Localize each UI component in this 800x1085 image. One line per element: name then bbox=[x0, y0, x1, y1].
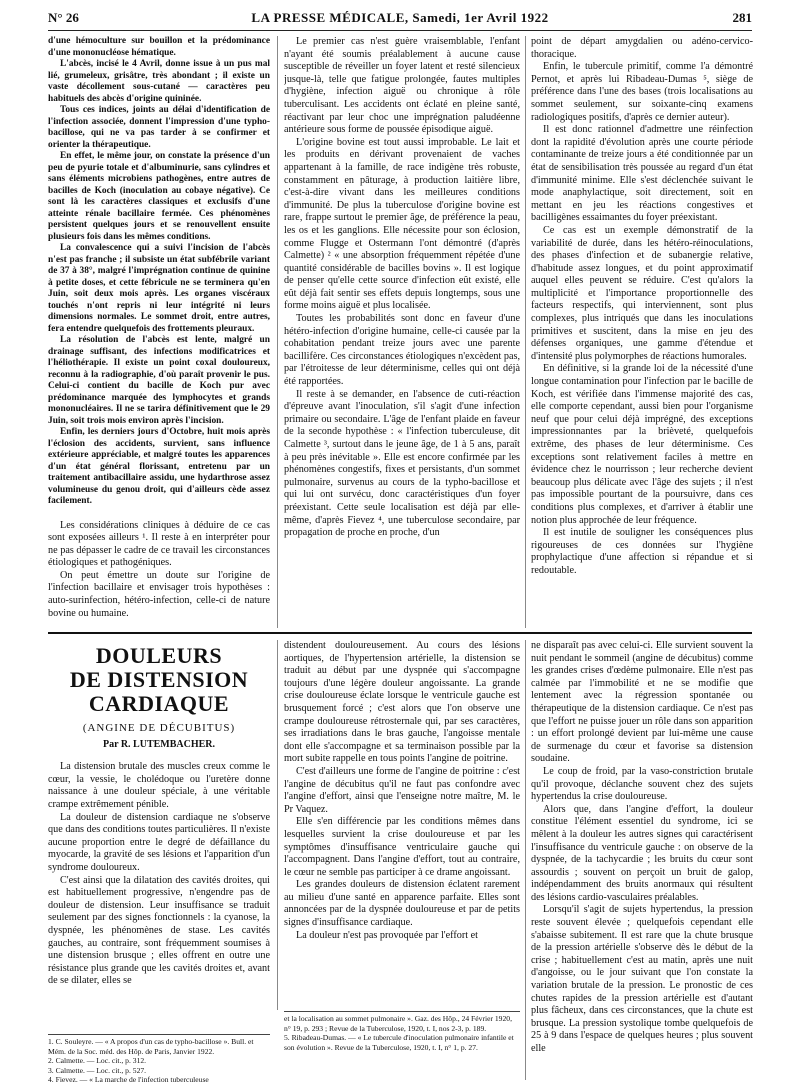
paragraph: La douleur n'est pas provoquée par l'effort et bbox=[296, 929, 478, 941]
paragraph: C'est ainsi que la dilatation des cavités droites, qui est habituellement progressive, n'engendre pas de douleur de distension. Leur insuffisance se traduit seulement par des signes fonctionnels : la cyanose, la dyspnée, les phénomènes de stase. Les cavités gauches, au contraire, sont fréquemment soumises à une distension brusque ; elles offrent en outre une résistance plus grande que les cavités droites et, avant de se dilater, elles se bbox=[48, 874, 270, 987]
footnote: 3. Calmette. — Loc. cit., p. 527. bbox=[48, 1065, 147, 1075]
column-divider bbox=[525, 640, 526, 1080]
paragraph: Les grandes douleurs de distension éclatent rarement au milieu d'une santé en apparence parfaite. Elles sont annoncées par de la dyspnée douloureuse et par de petits signes d'insuffisance cardiaque. bbox=[284, 879, 520, 929]
issue-number: N° 26 bbox=[48, 10, 79, 25]
footnote: 2. Calmette. — Loc. cit., p. 312. bbox=[48, 1056, 147, 1066]
top-column-3 bbox=[531, 36, 753, 630]
paragraph: Il est donc rationnel d'admettre une réinfection dont la rapidité d'évolution après une courte période contaminante de treize jours a été conditionnée par un état de sensibilisation très poussée au regard d'un état d'immunité minime. Elle s'est déclenchée suivant le mode anaphylactique, soit directement, soit en mettant en jeu les réactions congestives et bacilligènes essaimantes du foyer préexistant. bbox=[531, 124, 753, 224]
article-title-line-1: DOULEURS bbox=[95, 643, 223, 668]
bottom-column-2 bbox=[284, 640, 520, 1008]
column-divider bbox=[277, 36, 278, 628]
footnote: 5. Ribadeau-Dumas. — « Le tubercule d'inoculation pulmonaire infantile et son évolution ». Revue de la Tuberculose, 1920, t. I, n° 1, p. 27. bbox=[284, 1033, 514, 1052]
paragraph: d'une hémoculture sur bouillon et la prédominance d'une mononucléose hématique. bbox=[48, 36, 270, 58]
paragraph: Alors que, dans l'angine d'effort, la douleur constitue l'élément essentiel du syndrome, ici se mêlent à la douleur les autres signes qui caractérisent l'insuffisance du ventricule gauche : on observe de la dyspnée, de la tachycardie ; les bruits du cœur sont assourdis ; souvent on perçoit un bruit de galop, indépendamment des bruits anormaux qui résultent des lésions cardio-vasculaires préalables. bbox=[531, 803, 753, 903]
footnotes-column-2 bbox=[284, 1014, 520, 1052]
paragraph: Le coup de froid, par la vaso-constriction brutale qu'il provoque, déclanche souvent chez des sujets hypertendus la crise douloureuse. bbox=[531, 765, 753, 803]
footnote: 1. C. Souleyre. — « A propos d'un cas de typho-bacillose ». Bull. et Mém. de la Soc. méd. des Hôp. de Paris, Janvier 1922. bbox=[48, 1037, 254, 1056]
footnotes-column-1 bbox=[48, 1037, 270, 1085]
section-divider bbox=[48, 632, 752, 634]
paragraph: Toutes les probabilités sont donc en faveur d'une hétéro-infection d'origine humaine, celle-ci causée par la cohabitation pendant treize jours avec une parente bacillifère. Ces circonstances étiologiques n'excèdent pas, par l'étroitesse de leur déterminisme, celles qui ont déjà été rapportées. bbox=[284, 313, 520, 388]
article-author: Par R. LUTEMBACHER. bbox=[102, 738, 216, 750]
paragraph: Lorsqu'il s'agit de sujets hypertendus, la pression reste souvent élevée ; quelquefois cependant elle s'abaisse subitement. Il est rare que la chute brusque de la pression artérielle s'observe dès le début de la crise ; habituellement c'est au matin, après une nuit d'angoisse, ou le jour suivant que l'on constate la variation brutale de la pression. Le pronostic de ces chutes rapides de la pression artérielle est d'autant plus fâcheux, dans ces circonstances, que la chute est brusque. La pression systolique tombe quelquefois de 25 à 9 dans l'espace de quelques heures ; plus souvent elle bbox=[531, 904, 753, 1054]
paragraph: La résolution de l'abcès est lente, malgré un drainage suffisant, des infections modificatrices et l'héliothérapie. Il existe un point coxal douloureux, reconnu à la radiographie, d'où paraît provenir le pus. Celui-ci contient du bacille de Koch pur avec prédominance marquée des lymphocytes et grands mononucléaires. Il ne se tarira définitivement que le 29 Juin, soit trois mois environ après l'incision. bbox=[48, 335, 270, 426]
paragraph: ne disparaît pas avec celui-ci. Elle survient souvent la nuit pendant le sommeil (angine de décubitus) comme les grandes crises d'œdème pulmonaire. Elle n'est pas calmée par l'immobilité et ne se modifie que lentement avec la régression spontanée ou thérapeutique de la distension cardiaque. Ce n'est pas que l'effort ne puisse jouer un rôle dans son apparition : un effort prolongé devient par lui-même une cause de surmenage du cœur et favorise sa distension soudaine. bbox=[531, 640, 753, 765]
paragraph: distendent douloureusement. Au cours des lésions aortiques, de l'hypertension artérielle, la distension se traduit au début par une dyspnée qui s'accompagne toujours d'une légère douleur angoissante. La grande crise douloureuse éclate lorsque le ventricule gauche est brusquement forcé ; c'est alors que l'on observe une crampe douloureuse rétrosternale qui, par ses caractères, ses irradiations dans le bras gauche, l'angoisse mentale dont elle s'accompagne et sa terminaison possible par la mort subite rappelle en tous points l'angine de poitrine. bbox=[284, 640, 520, 765]
paragraph: point de départ amygdalien ou adéno-cervico-thoracique. bbox=[531, 36, 753, 60]
column-divider bbox=[525, 36, 526, 628]
paragraph: En définitive, si la grande loi de la nécessité d'une longue contamination pour l'infection par le bacille de Koch, est vérifiée dans l'immense majorité des cas, elle comporte cependant, aussi bien pour l'organisme neuf que pour celui déjà imprégné, des exceptions impressionnantes par la brièveté, quelquefois extrême, des phases de leur déterminisme. Ces exceptions sont relativement faciles à mettre en évidence chez le nourrisson ; leur recherche devient beaucoup plus délicate avec l'âge des sujets ; il n'est pas impossible pourtant de la poursuivre, dans ces conditions plus complexes, et d'arriver à établir une notion plus approchée de leur fréquence. bbox=[531, 363, 753, 526]
paragraph: Enfin, le tubercule primitif, comme l'a démontré Pernot, et après lui Ribadeau-Dumas ⁵, siège de préférence dans l'une des bases (trois localisations au sommet seulement, sur soixante-cinq examens radiologiques positifs, d'après ce dernier auteur). bbox=[531, 61, 753, 123]
paragraph: Il est inutile de souligner les conséquences plus rigoureuses de ces données sur l'hygiène prophylactique d'une affection si répandue et si redoutable. bbox=[531, 527, 753, 576]
paragraph: La douleur de distension cardiaque ne s'observe que dans des conditions toutes particulières. Il n'existe aucune proportion entre le degré de défaillance du myocarde, la gravité de ses lésions et l'apparition d'un syndrome douloureux. bbox=[48, 811, 270, 873]
paragraph: Les considérations cliniques à déduire de ce cas sont exposées ailleurs ¹. Il reste à en interpréter pour ne pas dépasser le cadre de ce travail les circonstances étiologiques et pathogéniques. bbox=[48, 519, 270, 569]
paragraph: On peut émettre un doute sur l'origine de l'infection bacillaire et envisager trois hypothèses : auto-surinfection, hétéro-infection, celle-ci de nature bovine ou humaine. bbox=[48, 569, 270, 619]
bottom-column-3 bbox=[531, 640, 753, 1082]
paragraph: Le premier cas n'est guère vraisemblable, l'enfant n'ayant été soumis préalablement à aucune cause susceptible de réveiller un foyer latent et resté silencieux jusque-là, telle que fatigue prolongée, fautes multiples d'hygiène, infection aiguë ou chronique à rôle tuberculisant. Les accidents ont éclaté en pleine santé, réactivant par leur choc une imprégnation paludéenne antérieure sous forme de poussée épisodique aiguë. bbox=[284, 36, 520, 136]
column-divider bbox=[277, 640, 278, 1010]
paragraph: La convalescence qui a suivi l'incision de l'abcès n'est pas franche ; il subsiste un état subfébrile variant de 37 à 38°, malgré l'imprégnation continue de quinine à petite doses, et cette fébricule ne se terminera qu'en Juin, soit deux mois après. Les organes viscéraux touchés n'ont repris ni leur intégrité ni leurs dimensions normales. Le sommet droit, entre autres, fera entendre quelquefois des frottements pleuraux. bbox=[48, 243, 270, 334]
paragraph: Enfin, les derniers jours d'Octobre, huit mois après l'éclosion des accidents, survient, sans influence extérieure appréciable, et malgré toutes les apparences d'un état général florissant, entretenu par un traitement antibacillaire assidu, une hydarthrose assez volumineuse du genou droit, qui d'ailleurs cède assez facilement. bbox=[48, 427, 270, 506]
footnote-rule bbox=[48, 1034, 270, 1035]
paragraph: Elle s'en différencie par les conditions mêmes dans lesquelles survient la crise douloureuse et par les symptômes d'insuffisance ventriculaire gauche qui l'accompagnent. Dans l'angine d'effort, tout au contraire, le cœur ne semble pas participer à ce drame angoissant. bbox=[284, 816, 520, 878]
article-subtitle: (ANGINE DE DÉCUBITUS) bbox=[82, 722, 236, 734]
bottom-column-1 bbox=[48, 640, 270, 1030]
article-title bbox=[48, 644, 270, 716]
paragraph: C'est d'ailleurs une forme de l'angine de poitrine : c'est l'angine de décubitus qu'il ne faut pas confondre avec l'angine d'effort, ainsi que l'enseigne notre maître, M. le Pr Vaquez. bbox=[284, 765, 520, 815]
paragraph: Il reste à se demander, en l'absence de cuti-réaction d'épreuve avant l'inoculation, s'il s'agit d'une infection primaire ou secondaire. L'âge de l'enfant plaide en faveur de la seconde hypothèse : « l'infection tuberculeuse, dit Calmette ³, surtout dans le jeune âge, de 1 à 5 ans, paraît à peu près inévitable ». Elle est encore confirmée par les phénomènes congestifs, fixes et persistants, d'un sommet pulmonaire, survenus au cours de la typho-bacillose et qui lui ont survécu, donc caractéristiques d'un foyer préexistant. Cette seule localisation est déjà par elle-même, d'après Fievez ⁴, une tuberculose secondaire, par propagation de proche en proche, d'un bbox=[284, 388, 520, 539]
paragraph: L'abcès, incisé le 4 Avril, donne issue à un pus mal lié, grumeleux, grisâtre, très abondant ; il existe un vaste décollement sous-cutané — caractères peu habituels des abcès d'origine quininée. bbox=[48, 59, 270, 104]
paragraph: La distension brutale des muscles creux comme le cœur, la vessie, le cholédoque ou l'uretère donne naissance à une douleur spéciale, à une véritable crampe extrêmement pénible. bbox=[48, 761, 270, 810]
footnote: et la localisation au sommet pulmonaire ». Gaz. des Hôp., 24 Février 1920, n° 19, p. 293 ; Revue de la Tuberculose, 1920, t. I, nos 2-3, p. 189. bbox=[284, 1014, 512, 1033]
journal-title: LA PRESSE MÉDICALE, Samedi, 1er Avril 1922 bbox=[251, 10, 549, 25]
page-number: 281 bbox=[732, 10, 752, 25]
paragraph: Tous ces indices, joints au délai d'identification de l'infection associée, donnent l'impression d'une typho-bacillose, qui ne va pas tarder à se confirmer et orienter la thérapeutique. bbox=[48, 105, 270, 150]
paragraph: L'origine bovine est tout aussi improbable. Le lait et les produits en dérivant provenaient de vaches appartenant à la famille, de race indigène très robuste, constamment en pâturage, à production laitière libre, c'est-à-dire vivant dans les meilleures conditions d'immunité. De plus la tuberculose d'origine bovine est rare, frappe surtout le premier âge, de préférence la peau, les os et les ganglions. Elle nécessite pour son éclosion, comme Flugge et Ostermann l'ont démontré (d'après Calmette) ² « une absorption fréquemment répétée d'une quantité considérable de bacilles bovins ». Il est logique de penser qu'elle cette source d'infection eût existé, elle eût déjà fait sentir ses effets depuis longtemps, sous une forme moins aiguë et plus localisée. bbox=[284, 136, 520, 312]
article-title-line-2: DE DISTENSION CARDIAQUE bbox=[69, 667, 249, 716]
top-column-2 bbox=[284, 36, 520, 630]
paragraph: Ce cas est un exemple démonstratif de la variabilité de durée, dans les hétéro-réinoculations, des phases d'infection et de subanergie relative, d'habitude assez longues, et du point approximatif auquel elles peuvent se réduire. C'est qu'alors la multiplicité et l'importance proportionnelle des facteurs respectifs, qui interviennent, sont plus complexes, plus intriqués que dans les inoculations primitives et suscitent, dans la mise en jeu des défenses organiques, une gamme d'étendue et d'intensité plus polymorphes de réactions humorales. bbox=[531, 224, 753, 362]
top-column-1 bbox=[48, 36, 270, 630]
page-header bbox=[48, 4, 752, 31]
case-report-bold bbox=[48, 36, 270, 508]
footnote-rule bbox=[284, 1011, 520, 1012]
paragraph: En effet, le même jour, on constate la présence d'un peu de pyurie totale et d'albuminurie, sans cylindres et sans éléments microbiens pathogènes, entre autres de bacilles de Koch (inoculation au cobaye négative). Ce sont là les caractères classiques et exclusifs d'une atteinte rénale bacillaire fermée. Ces phénomènes persistent quelques jours et se renouvellent ensuite plusieurs fois dans les mêmes conditions. bbox=[48, 151, 270, 242]
footnote: 4. Fievez. — « La marche de l'infection tuberculeuse bbox=[48, 1075, 209, 1085]
